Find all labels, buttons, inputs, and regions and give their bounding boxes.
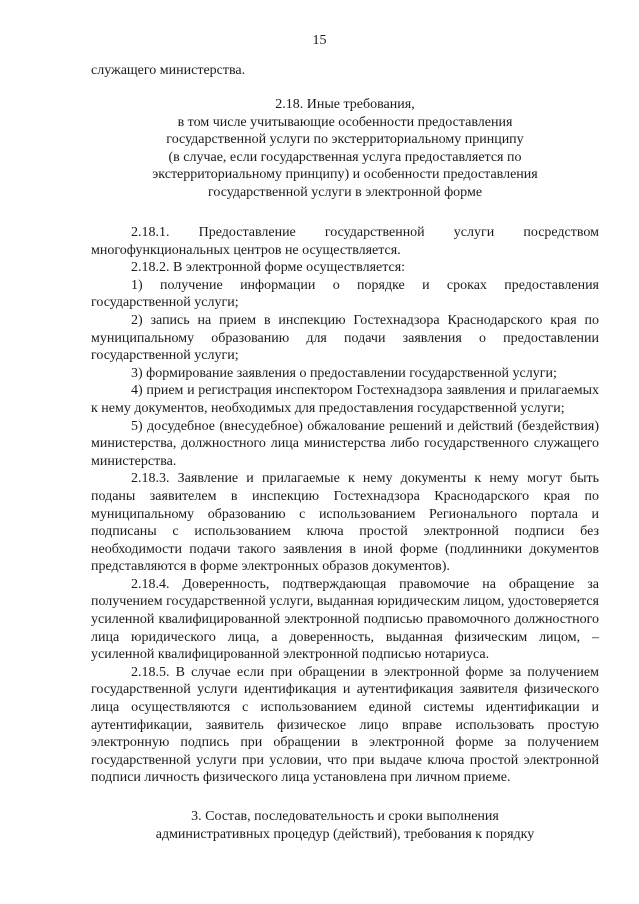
paragraph-2-18-4: 2.18.4. Доверенность, подтверждающая правомочие на обращение за получением государственной услуги, выданная юридическим лицом, удостоверяется усиленной квалифицированной электронной подписью правомочного должностного лица юридического лица, а доверенность, выданная физическим лицом, – усиленной квалифицированной электронной подписью нотариуса. bbox=[91, 576, 599, 663]
list-item-3: 3) формирование заявления о предоставлении государственной услуги; bbox=[131, 365, 557, 381]
section-2-18-heading bbox=[91, 96, 599, 202]
heading-line: в том числе учитывающие особенности предоставления bbox=[177, 114, 513, 130]
page-number: 15 bbox=[312, 33, 327, 48]
heading-line: государственной услуги в электронной форме bbox=[207, 184, 483, 200]
list-item-2: 2) запись на прием в инспекцию Гостехнадзора Краснодарского края по муниципальному образованию для подачи заявления о предоставлении государственной услуги; bbox=[91, 312, 599, 364]
paragraph-2-18-1: 2.18.1. Предоставление государственной услуги посредством многофункциональных центров не осуществляется. bbox=[91, 225, 599, 258]
list-item-5: 5) досудебное (внесудебное) обжалование решений и действий (бездействия) министерства, должностного лица министерства либо государственного служащего министерства. bbox=[91, 418, 599, 469]
heading-line: экстерриториальному принципу) и особенности предоставления bbox=[152, 167, 538, 183]
heading-line: (в случае, если государственная услуга предоставляется по bbox=[168, 149, 522, 165]
heading-line: административных процедур (действий), требования к порядку bbox=[155, 826, 535, 842]
section-3-heading bbox=[91, 808, 599, 843]
paragraph-2-18-2: 2.18.2. В электронной форме осуществляется: bbox=[131, 260, 406, 276]
section-2-18-body bbox=[91, 224, 599, 787]
list-item-4: 4) прием и регистрация инспектором Гостехнадзора заявления и прилагаемых к нему документов, необходимых для предоставления государственной услуги; bbox=[91, 383, 599, 416]
paragraph-2-18-3: 2.18.3. Заявление и прилагаемые к нему документы к нему могут быть поданы заявителем в инспекцию Гостехнадзора Краснодарского края по муниципальному образованию с использованием Регионального портала и подписаны с использованием ключа простой электронной подписи без необходимости подачи такого заявления в иной форме (подлинники документов представляются в форме электронных образов документов). bbox=[91, 471, 599, 575]
paragraph-2-18-5: 2.18.5. В случае если при обращении в электронной форме за получением государственной услуги идентификация и аутентификация заявителя физического лица осуществляются с использованием единой системы идентификации и аутентификации, заявитель физическое лицо вправе использовать простую электронную подпись при обращении в электронной форме за получением государственной услуги при условии, что при выдаче ключа простой электронной подписи личность физического лица установлена при личном приеме. bbox=[91, 664, 599, 786]
heading-line: 2.18. Иные требования, bbox=[275, 97, 415, 112]
heading-line: 3. Состав, последовательность и сроки выполнения bbox=[191, 809, 499, 824]
heading-line: государственной услуги по экстерриториальному принципу bbox=[166, 132, 524, 148]
continuation-text: служащего министерства. bbox=[91, 63, 246, 78]
list-item-1: 1) получение информации о порядке и сроках предоставления государственной услуги; bbox=[91, 277, 599, 311]
